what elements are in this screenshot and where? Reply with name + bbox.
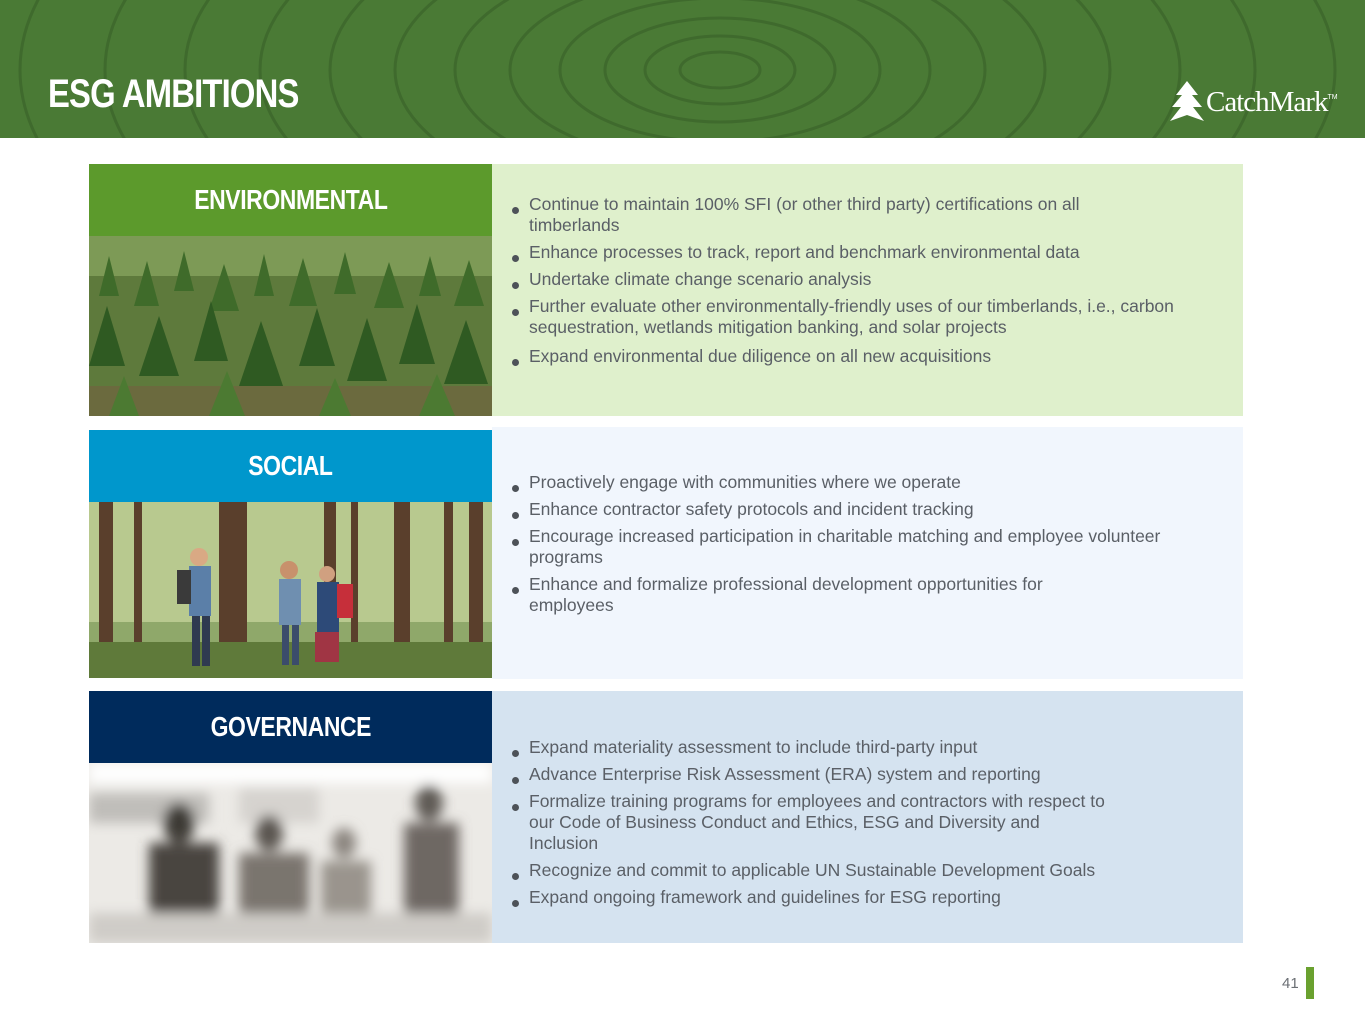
list-item: Further evaluate other environmentally-friendly uses of our timberlands, i.e., carbon sequestration, wetlands mitigation banking, and solar projects bbox=[512, 296, 1212, 338]
section-governance bbox=[89, 691, 1243, 943]
list-item: Continue to maintain 100% SFI (or other third party) certifications on all timberlands bbox=[512, 194, 1109, 236]
blurred-meeting-photo bbox=[89, 763, 492, 943]
environmental-label-box bbox=[89, 164, 492, 236]
list-item: Enhance contractor safety protocols and incident tracking bbox=[512, 499, 1212, 520]
governance-label-box bbox=[89, 691, 492, 763]
page-accent-bar bbox=[1306, 967, 1314, 999]
pine-forest-photo bbox=[89, 236, 492, 416]
catchmark-logo bbox=[1170, 80, 1338, 124]
list-item: Expand ongoing framework and guidelines for ESG reporting bbox=[512, 887, 1212, 908]
list-item: Formalize training programs for employees and contractors with respect to our Code of Business Conduct and Ethics, ESG and Diversity and Inclusion bbox=[512, 791, 1109, 854]
social-label-box bbox=[89, 430, 492, 502]
governance-label: GOVERNANCE bbox=[210, 711, 371, 742]
list-item: Enhance processes to track, report and benchmark environmental data bbox=[512, 242, 1212, 263]
environmental-label: ENVIRONMENTAL bbox=[193, 184, 388, 215]
header-banner bbox=[0, 0, 1365, 138]
environmental-bullet-list bbox=[512, 194, 1212, 373]
list-item: Encourage increased participation in charitable matching and employee volunteer programs bbox=[512, 526, 1199, 568]
list-item: Advance Enterprise Risk Assessment (ERA) system and reporting bbox=[512, 764, 1212, 785]
social-label: SOCIAL bbox=[248, 450, 333, 481]
list-item: Undertake climate change scenario analysis bbox=[512, 269, 1212, 290]
hikers-in-forest-photo bbox=[89, 502, 492, 678]
list-item: Expand materiality assessment to include third-party input bbox=[512, 737, 1212, 758]
social-bullet-list bbox=[512, 472, 1212, 622]
environmental-panel bbox=[492, 164, 1243, 416]
list-item: Proactively engage with communities where we operate bbox=[512, 472, 1212, 493]
governance-bullet-list bbox=[512, 737, 1212, 914]
list-item: Enhance and formalize professional development opportunities for employees bbox=[512, 574, 1109, 616]
social-panel bbox=[492, 427, 1243, 679]
logo-wordmark: CatchMark bbox=[1206, 85, 1328, 118]
tree-rings-pattern bbox=[0, 0, 1365, 138]
logo-trademark: TM bbox=[1327, 94, 1338, 101]
list-item: Recognize and commit to applicable UN Sustainable Development Goals bbox=[512, 860, 1212, 881]
governance-panel bbox=[492, 691, 1243, 943]
tree-logo-icon bbox=[1170, 81, 1204, 123]
section-social bbox=[89, 427, 1243, 679]
page-title: ESG AMBITIONS bbox=[48, 72, 299, 116]
section-environmental bbox=[89, 164, 1243, 416]
list-item: Expand environmental due diligence on all new acquisitions bbox=[512, 346, 1212, 367]
page-number: 41 bbox=[1282, 975, 1299, 992]
